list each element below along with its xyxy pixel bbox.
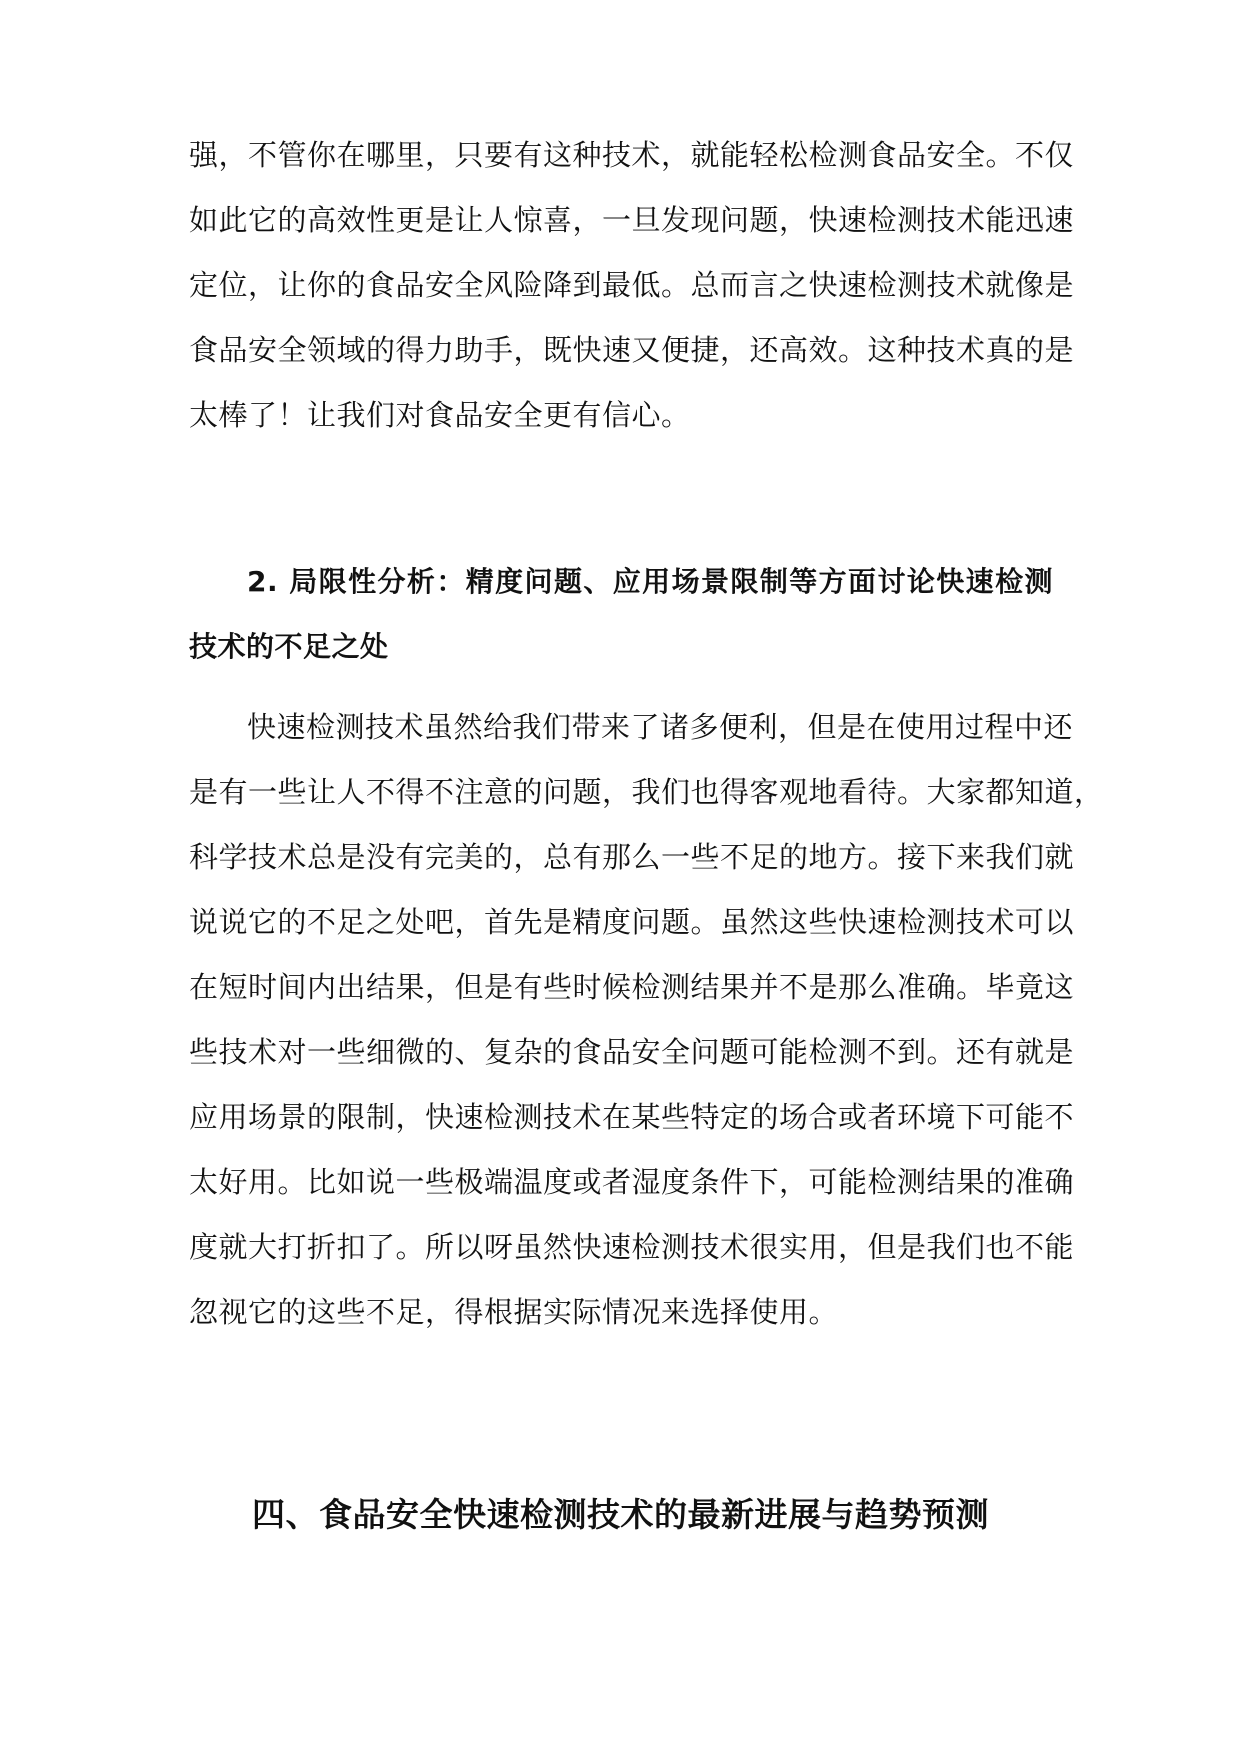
paragraph-line: 是有一些让人不得不注意的问题，我们也得客观地看待。大家都知道， xyxy=(189,775,1104,809)
paragraph-line: 太好用。比如说一些极端温度或者湿度条件下，可能检测结果的准确 xyxy=(189,1165,1075,1199)
paragraph-line: 快速检测技术虽然给我们带来了诸多便利，但是在使用过程中还 xyxy=(247,710,1074,744)
paragraph-line: 些技术对一些细微的、复杂的食品安全问题可能检测不到。还有就是 xyxy=(189,1035,1075,1069)
paragraph-line: 在短时间内出结果，但是有些时候检测结果并不是那么准确。毕竟这 xyxy=(189,970,1075,1004)
paragraph-line: 食品安全领域的得力助手，既快速又便捷，还高效。这种技术真的是 xyxy=(189,333,1075,367)
paragraph-line: 强，不管你在哪里，只要有这种技术，就能轻松检测食品安全。不仅 xyxy=(189,138,1075,172)
paragraph-line: 科学技术总是没有完美的，总有那么一些不足的地方。接下来我们就 xyxy=(189,840,1075,874)
section-heading-line: 2. 局限性分析：精度问题、应用场景限制等方面讨论快速检测 xyxy=(247,565,1053,598)
paragraph-line: 定位，让你的食品安全风险降到最低。总而言之快速检测技术就像是 xyxy=(189,268,1075,302)
paragraph-line: 度就大打折扣了。所以呀虽然快速检测技术很实用，但是我们也不能 xyxy=(189,1230,1075,1264)
section-heading-line: 技术的不足之处 xyxy=(189,630,389,663)
paragraph-line: 应用场景的限制，快速检测技术在某些特定的场合或者环境下可能不 xyxy=(189,1100,1075,1134)
paragraph-line: 忽视它的这些不足，得根据实际情况来选择使用。 xyxy=(189,1295,839,1329)
paragraph-line: 太棒了！让我们对食品安全更有信心。 xyxy=(189,398,691,432)
paragraph-line: 说说它的不足之处吧，首先是精度问题。虽然这些快速检测技术可以 xyxy=(189,905,1075,939)
paragraph-line: 如此它的高效性更是让人惊喜，一旦发现问题，快速检测技术能迅速 xyxy=(189,203,1075,237)
chapter-heading: 四、食品安全快速检测技术的最新进展与趋势预测 xyxy=(252,1495,989,1534)
